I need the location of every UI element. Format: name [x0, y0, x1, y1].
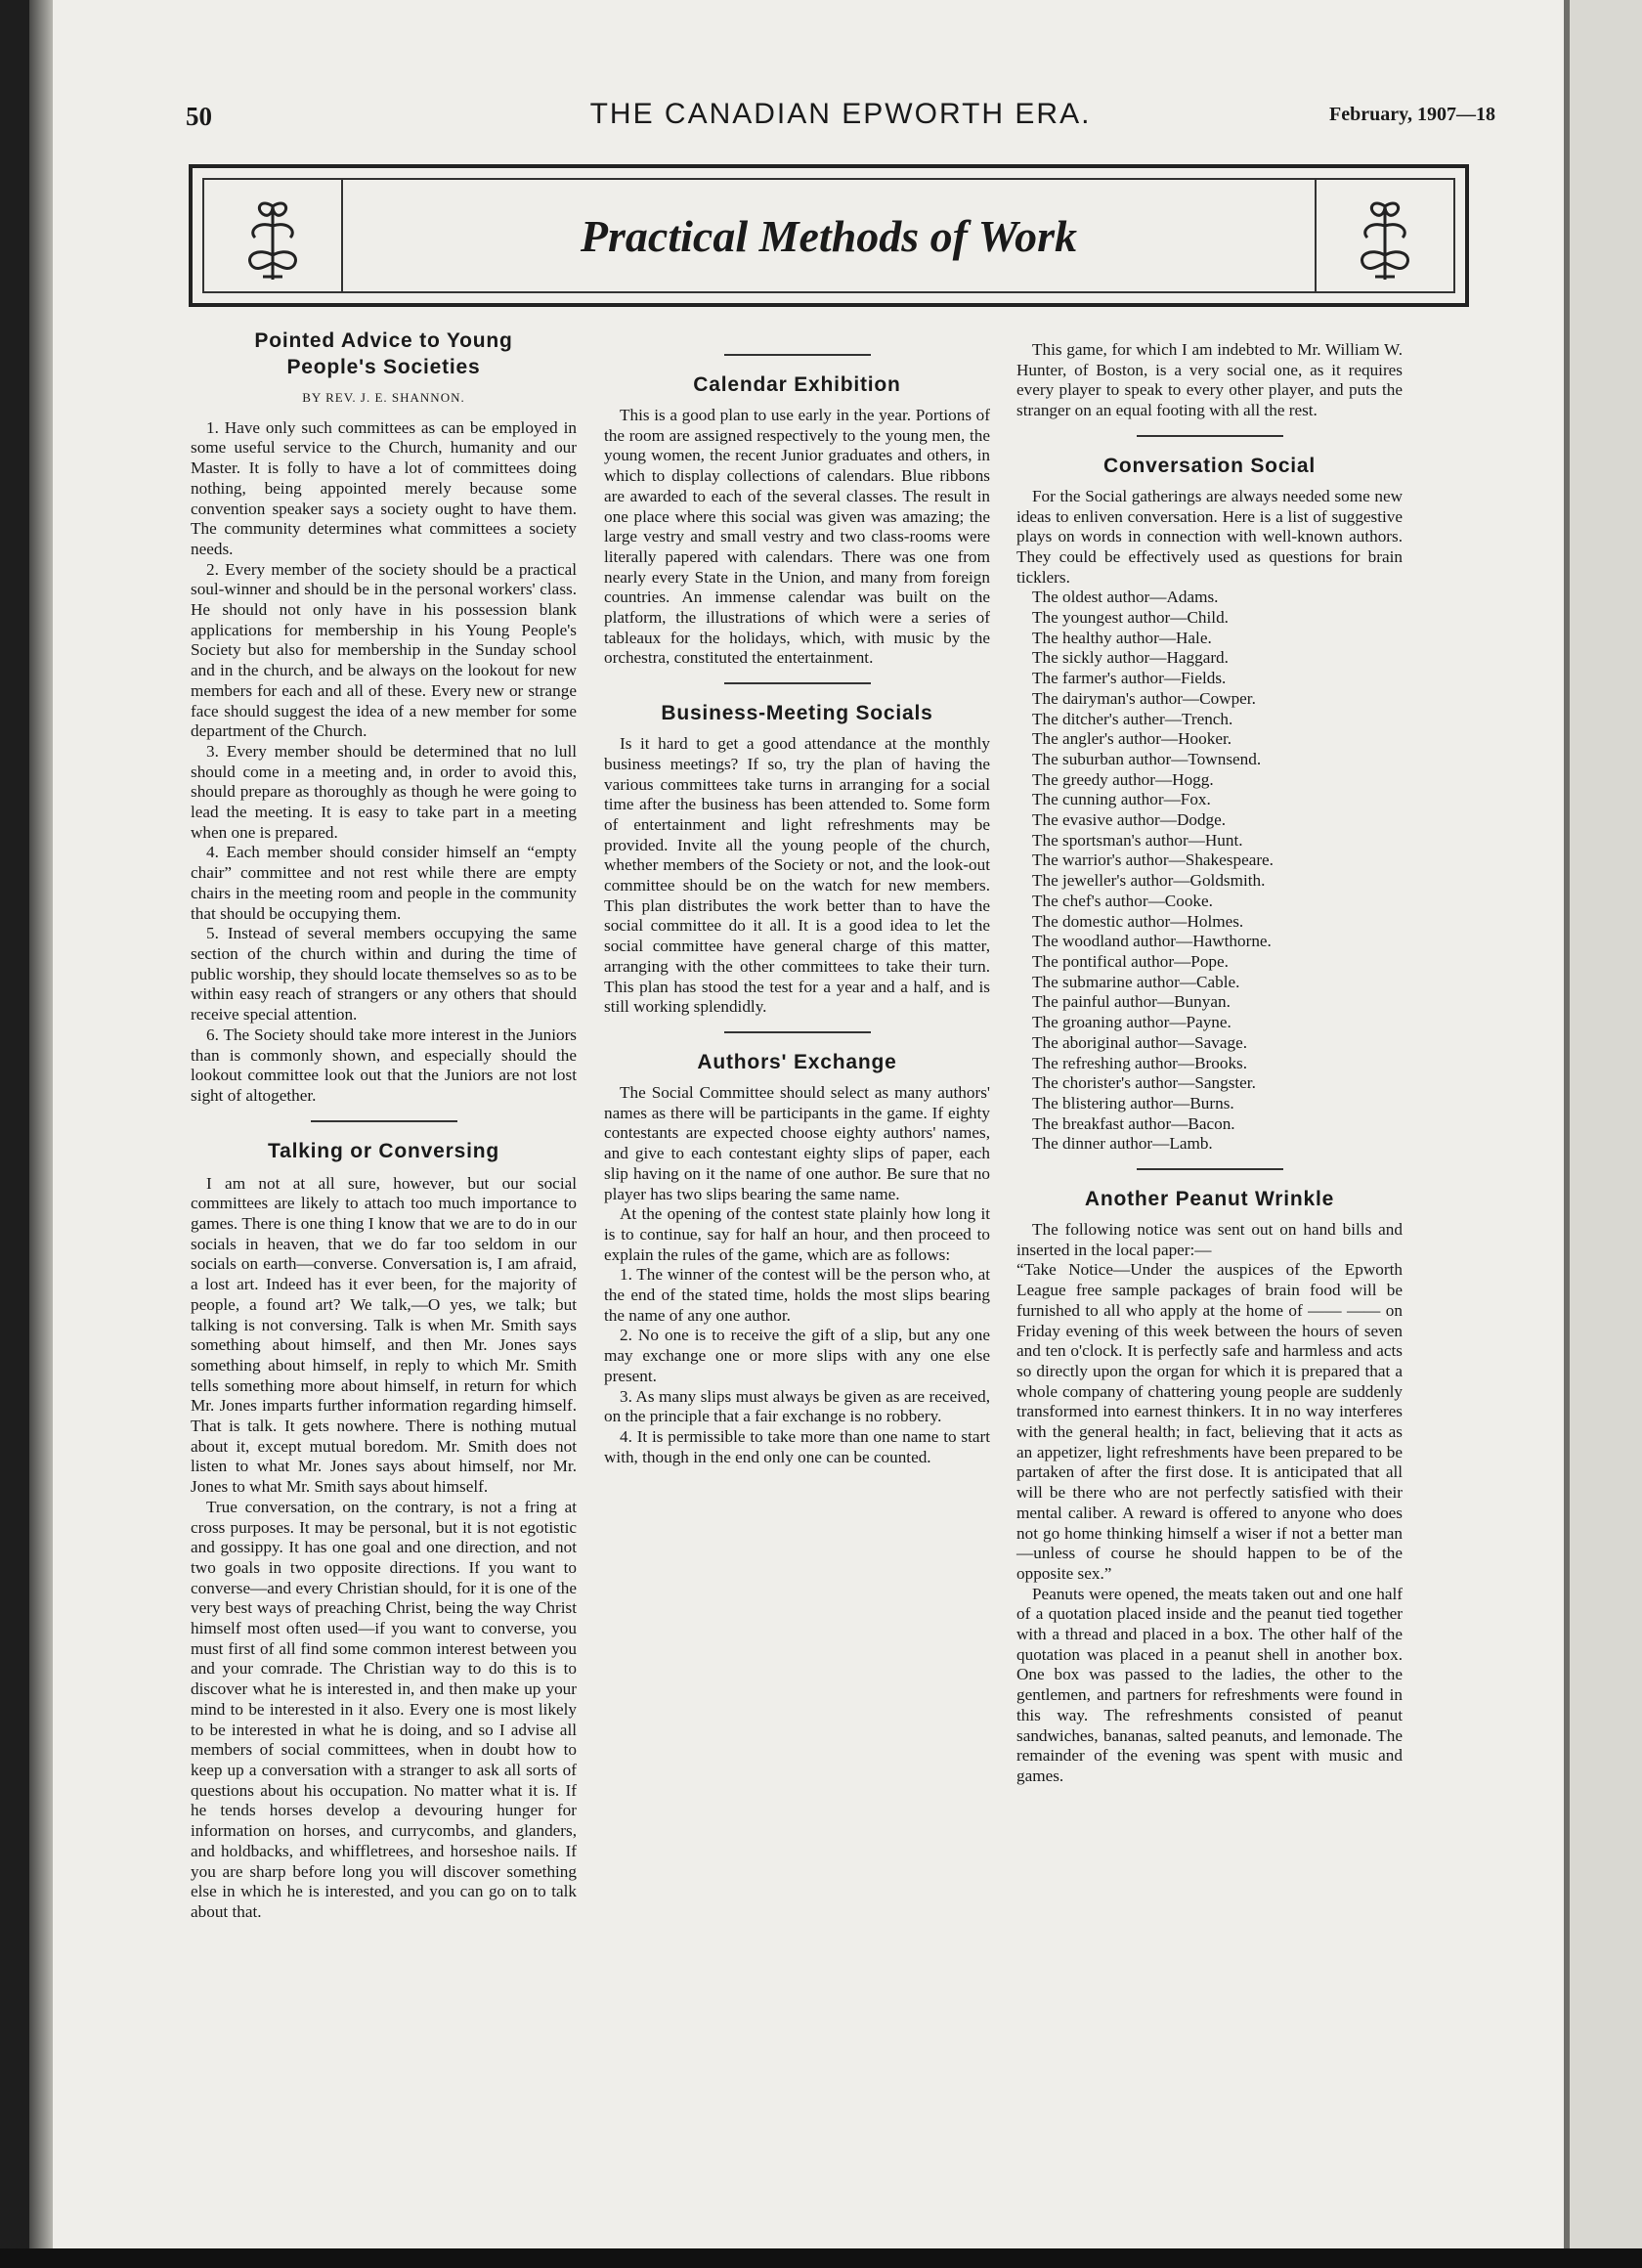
paragraph: True conversation, on the contrary, is not a fring at cross purposes. It may be personal, but it is not egotistic and gossippy. It has one goal and one direction, and not two goals in two opposite directions. If you want to converse—and every Christian should, for it is one of the very best ways of preaching Christ, being the way Christ himself most often used—if you want to converse, you must first of all find some common interest between you and your comrade. The Christian way to do this is to discover what he is interested in, and then make up your mind to be interested in it also. Every one is most likely to be interested in what he is doing, and so I advise all members of social committees, when in doubt how to keep up a conversation with a stranger to ask all sorts of questions about his occupation. No matter what it is. If he tends horses develop a devouring hunger for information on horses, and currycombs, and glanders, and holdbacks, and whiffletrees, and horseshoe nails. If you are sharp before long you will discover something else in which he is interested, and you can go on to talk about that. — [191, 1497, 577, 1921]
paragraph: 4. It is permissible to take more than one name to start with, though in the end only one can be counted. — [604, 1426, 990, 1466]
paragraph: I am not at all sure, however, but our social committees are likely to attach too much importance to games. There is one thing I know that we are to do in our socials in heaven, that we do far too seldom in our socials on earth—converse. Conversation is, I am afraid, a lost art. Indeed has it ever been, for the majority of people, a found art? We talk,—O yes, we talk; but talking is not conversing. Talk is when Mr. Smith says something about himself, and then Mr. Jones says something about himself, in reply to which Mr. Smith tells something more about himself, in return for which Mr. Jones imparts further information regarding himself. That is talk. It gets nowhere. There is nothing mutual about it, except mutual boredom. Mr. Smith does not listen to what Mr. Jones says about himself, nor Mr. Jones to what Mr. Smith says about himself. — [191, 1173, 577, 1497]
lily-ornament-right-icon — [1315, 180, 1453, 291]
page-number: 50 — [186, 102, 212, 131]
section-divider — [724, 1031, 871, 1033]
list-item: The healthy author—Hale. — [1032, 628, 1212, 647]
list-item: The pontifical author—Pope. — [1032, 951, 1229, 971]
list-item: The cunning author—Fox. — [1032, 790, 1211, 809]
list-item: The submarine author—Cable. — [1032, 972, 1240, 991]
list-item: The angler's author—Hooker. — [1032, 729, 1232, 749]
author-pun-list — [1016, 588, 1403, 1155]
paragraph: 1. The winner of the contest will be the person who, at the end of the stated time, holds the most slips bearing the name of any one author. — [604, 1265, 990, 1325]
list-item: The sickly author—Haggard. — [1032, 648, 1229, 668]
column-3 — [1016, 340, 1403, 1787]
list-item: The ditcher's auther—Trench. — [1032, 709, 1233, 728]
article-title: Pointed Advice to Young People's Societies — [254, 329, 513, 378]
paragraph: This game, for which I am indebted to Mr. William W. Hunter, of Boston, is a very social one, as it requires every player to speak to every other player, and puts the stranger on an equal footing with all the rest. — [1016, 340, 1403, 420]
list-item: The chorister's author—Sangster. — [1032, 1073, 1256, 1093]
list-item: The blistering author—Burns. — [1032, 1093, 1234, 1112]
list-item: The woodland author—Hawthorne. — [1032, 932, 1272, 951]
list-item: The farmer's author—Fields. — [1032, 669, 1227, 688]
magazine-page — [29, 0, 1564, 2248]
paragraph: 3. Every member should be determined that no lull should come in a meeting and, in order to avoid this, should prepare as thoroughly as though he were going to lead the meeting. It is easy to take part in a meeting when one is prepared. — [191, 741, 577, 842]
issue-date: February, 1907—18 — [1329, 104, 1495, 125]
list-item: The painful author—Bunyan. — [1032, 992, 1231, 1012]
paragraph: At the opening of the contest state plainly how long it is to continue, say for half an hour, and then proceed to explain the rules of the game, which are as follows: — [604, 1204, 990, 1264]
paragraph: 6. The Society should take more interest in the Juniors than is commonly shown, and especially should the lookout committee look out that the Juniors are not lost sight of altogether. — [191, 1025, 577, 1105]
list-item: The youngest author—Child. — [1032, 608, 1229, 628]
list-item: The groaning author—Payne. — [1032, 1013, 1232, 1032]
quoted-notice: “Take Notice—Under the auspices of the Epworth League free sample packages of brain food will be furnished to all who apply at the home of —— —— on Friday evening of this week between the hours of seven and ten o'clock. It is perfectly safe and harmless and acts so directly upon the organ for which it is prepared that a whole company of chattering young people are suddenly transformed into earnest thinkers. It in no way interferes with the general health; in fact, believing that it acts as an appetizer, light refreshments have been prepared to be partaken of after the first dose. It is anticipated that all will be there who are not perfectly satisfied with their mental caliber. A reward is offered to anyone who does not go home thinking himself a wiser if not a better man—unless of course he should happen to be of the opposite sex.” — [1016, 1260, 1403, 1583]
paragraph: 2. Every member of the society should be a practical soul-winner and should be in the personal workers' class. He should not only have in his possession blank applications for membership in his Young People's Society but also for membership in the Sunday school and in the church, and be always on the lookout for new members for each and all of these. Every new or strange face should suggest the idea of a new member for some department of the Church. — [191, 559, 577, 741]
section-divider — [311, 1120, 457, 1122]
binding-gutter — [29, 0, 53, 2248]
list-item: The sportsman's author—Hunt. — [1032, 830, 1243, 850]
list-item: The breakfast author—Bacon. — [1032, 1113, 1235, 1133]
article-title: Conversation Social — [1102, 454, 1317, 477]
section-divider — [1137, 1168, 1283, 1170]
next-page-edge — [1564, 0, 1642, 2248]
list-item: The suburban author—Townsend. — [1032, 749, 1262, 768]
article-title: Authors' Exchange — [697, 1050, 897, 1073]
column-2 — [604, 340, 990, 1467]
section-banner — [189, 164, 1469, 307]
list-item: The refreshing author—Brooks. — [1032, 1053, 1248, 1072]
running-header — [186, 98, 1495, 137]
paragraph: This is a good plan to use early in the year. Portions of the room are assigned respectively to the young men, the young women, the recent Junior graduates and others, in which to display collections of calendars. Blue ribbons are awarded to each of the several classes. The result in one place where this social was given was amazing; the large vestry and small vestry and two class-rooms were literally papered with calendars. There was one from nearly every State in the Union, and many from foreign countries. An immense calendar was built on the platform, the illustrations of which were a series of tableaux for the holidays, which, with music by the orchestra, constituted the entertainment. — [604, 406, 990, 668]
list-item: The chef's author—Cooke. — [1032, 891, 1213, 910]
list-item: The greedy author—Hogg. — [1032, 769, 1214, 789]
list-item: The oldest author—Adams. — [1032, 588, 1219, 607]
list-item: The jeweller's author—Goldsmith. — [1032, 871, 1266, 891]
paragraph: 5. Instead of several members occupying the same section of the church within and during the time of public worship, they should locate themselves so as to be within easy reach of strangers or any others that should receive special attention. — [191, 924, 577, 1025]
byline: BY REV. J. E. SHANNON. — [302, 390, 465, 405]
paragraph: The following notice was sent out on hand bills and inserted in the local paper:— — [1016, 1220, 1403, 1259]
section-divider — [1137, 435, 1283, 437]
article-title: Another Peanut Wrinkle — [1084, 1188, 1335, 1211]
paragraph: For the Social gatherings are always needed some new ideas to enliven conversation. Here is a list of suggestive plays on words in connection with well-known authors. They could be effectively used as questions for brain ticklers. — [1016, 486, 1403, 587]
lily-ornament-left-icon — [204, 180, 343, 291]
list-item: The aboriginal author—Savage. — [1032, 1032, 1248, 1052]
list-item: The warrior's author—Shakespeare. — [1032, 850, 1274, 870]
list-item: The dinner author—Lamb. — [1032, 1134, 1213, 1154]
section-divider — [724, 354, 871, 356]
column-1 — [191, 327, 577, 1923]
list-item: The domestic author—Holmes. — [1032, 911, 1244, 931]
article-title: Calendar Exhibition — [693, 373, 901, 396]
list-item: The evasive author—Dodge. — [1032, 810, 1227, 830]
paragraph: Peanuts were opened, the meats taken out and one half of a quotation placed inside and the peanut tied together with a thread and placed in a box. The other half of the quotation was placed in a peanut shell in another box. One box was passed to the ladies, the other to the gentlemen, and partners for refreshments were found in this way. The refreshments consisted of peanut sandwiches, bananas, salted peanuts, and lemonade. The remainder of the evening was spent with music and games. — [1016, 1584, 1403, 1785]
banner-title: Practical Methods of Work — [580, 210, 1078, 261]
journal-title: THE CANADIAN EPWORTH ERA. — [589, 98, 1092, 130]
article-title: Business-Meeting Socials — [661, 702, 933, 725]
scan-bottom-band — [0, 2248, 1642, 2268]
paragraph: Is it hard to get a good attendance at the monthly business meetings? If so, try the plan of having the various committees take turns in arranging for a social time after the business has been attended to. Some form of entertainment and light refreshments may be provided. Invite all the young people of the church, whether members of the Society or not, and the look-out committee should be on the watch for new members. This plan distributes the work better than to have the social committee do it all. It is a good idea to let the social committee have general charge of this matter, arranging with the other committees to take their turn. This plan has stood the test for a year and a half, and is still working splendidly. — [604, 734, 990, 1017]
paragraph: 3. As many slips must always be given as are received, on the principle that a fair exchange is no robbery. — [604, 1386, 990, 1426]
article-title: Talking or Conversing — [268, 1139, 499, 1162]
paragraph: 2. No one is to receive the gift of a slip, but any one may exchange one or more slips with any one else present. — [604, 1326, 990, 1385]
section-divider — [724, 682, 871, 684]
list-item: The dairyman's author—Cowper. — [1032, 688, 1256, 708]
paragraph: 1. Have only such committees as can be employed in some useful service to the Church, humanity and our Master. It is folly to have a lot of committees doing nothing, being appointed merely because some convention speaker says a society ought to have them. The community determines what committees a society needs. — [191, 417, 577, 558]
paragraph: The Social Committee should select as many authors' names as there will be participants in the game. If eighty contestants are expected choose eighty authors' names, and give to each contestant eighty slips of paper, each slip having on it the name of one author. Be sure that no player has two slips bearing the same name. — [604, 1082, 990, 1203]
paragraph: 4. Each member should consider himself an “empty chair” committee and not rest while there are empty chairs in the meeting room and people in the community that should be occupying them. — [191, 843, 577, 923]
